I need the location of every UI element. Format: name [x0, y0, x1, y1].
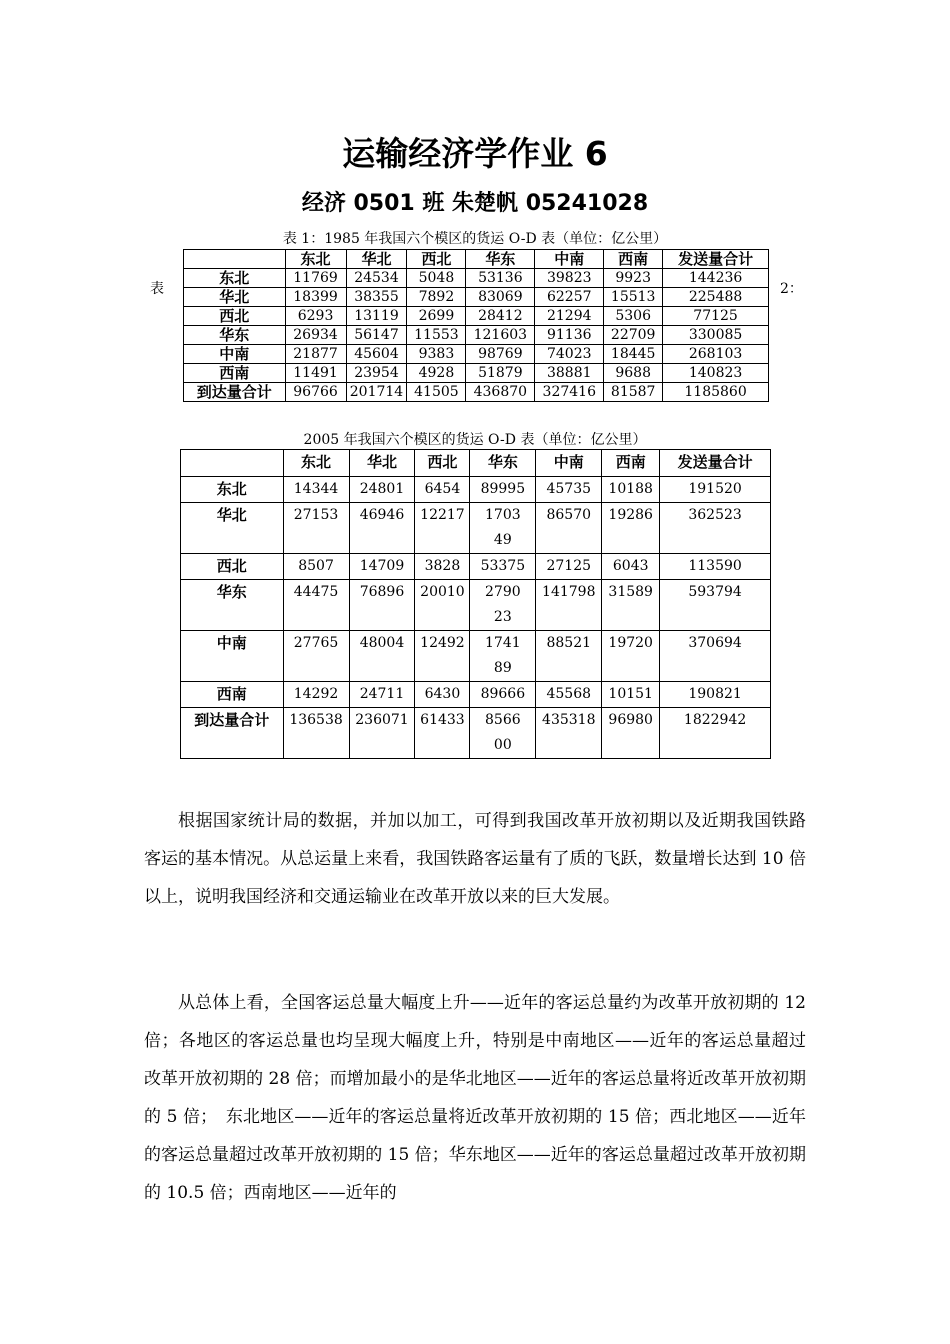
table-cell: 10151 — [602, 682, 660, 708]
table-cell: 15513 — [604, 288, 663, 307]
table-cell: 98769 — [466, 345, 535, 364]
table-cell: 24801 — [349, 477, 415, 503]
row-label: 华北 — [184, 288, 286, 307]
table-cell: 6043 — [602, 554, 660, 580]
table-cell: 1185860 — [663, 383, 769, 402]
row-label: 西北 — [181, 554, 284, 580]
table-cell: 96980 — [602, 708, 660, 759]
table-cell: 5306 — [604, 307, 663, 326]
table-row — [181, 477, 771, 503]
table-cell: 83069 — [466, 288, 535, 307]
table-cell: 14292 — [283, 682, 349, 708]
table-cell: 4928 — [407, 364, 466, 383]
table-cell: 19286 — [602, 503, 660, 554]
table-cell: 9688 — [604, 364, 663, 383]
table-row — [181, 682, 771, 708]
table-cell: 27765 — [283, 631, 349, 682]
table-cell: 22709 — [604, 326, 663, 345]
row-label: 东北 — [181, 477, 284, 503]
body-paragraph-2: 从总体上看，全国客运总量大幅度上升——近年的客运总量约为改革开放初期的 12 倍；各地区的客运总量也均呈现大幅度上升，特别是中南地区——近年的客运总量超过改革开放初期的 28 倍；而增加最小的是华北地区——近年的客运总量将近改革开放初期的 5 倍； 东北地区——近年的客运总量将近改革开放初期的 15 倍；西北地区——近年的客运总量超过改革开放初期的 15 倍；华东地区——近年的客运总量超过改革开放初期的 10.5 倍；西南地区——近年的 — [144, 993, 806, 1203]
table-cell: 86570 — [536, 503, 602, 554]
table-row — [181, 554, 771, 580]
header-cell: 华东 — [470, 450, 536, 477]
table-cell: 435318 — [536, 708, 602, 759]
table-row — [184, 326, 769, 345]
table-cell: 91136 — [535, 326, 604, 345]
header-cell: 西北 — [407, 250, 466, 269]
table-cell: 27125 — [536, 554, 602, 580]
row-label: 华东 — [181, 580, 284, 631]
document-title: 运输经济学作业 6 — [342, 134, 608, 173]
row-label: 西南 — [184, 364, 286, 383]
table-cell: 7892 — [407, 288, 466, 307]
table-cell — [470, 580, 536, 631]
header-cell: 发送量合计 — [660, 450, 771, 477]
header-cell: 华北 — [349, 450, 415, 477]
row-label: 到达量合计 — [184, 383, 286, 402]
table-cell: 27153 — [283, 503, 349, 554]
table-cell: 44475 — [283, 580, 349, 631]
wrapped-value: 174189 — [485, 635, 521, 676]
table-cell: 21877 — [285, 345, 346, 364]
body-paragraph-1: 根据国家统计局的数据，并加以加工，可得到我国改革开放初期以及近期我国铁路客运的基本情况。从总运量上来看，我国铁路客运量有了质的飞跃，数量增长达到 10 倍以上，说明我国经济和交通运输业在改革开放以来的巨大发展。 — [144, 811, 806, 907]
header-cell: 中南 — [535, 250, 604, 269]
table-cell: 370694 — [660, 631, 771, 682]
header-cell: 东北 — [285, 250, 346, 269]
table-cell: 45568 — [536, 682, 602, 708]
table-cell: 88521 — [536, 631, 602, 682]
table-cell — [470, 631, 536, 682]
table-cell: 12217 — [415, 503, 470, 554]
table-cell: 11553 — [407, 326, 466, 345]
table-cell: 13119 — [346, 307, 407, 326]
table-cell: 21294 — [535, 307, 604, 326]
table-row — [181, 631, 771, 682]
table-cell: 38881 — [535, 364, 604, 383]
table-cell: 61433 — [415, 708, 470, 759]
row-label: 华东 — [184, 326, 286, 345]
header-cell — [184, 250, 286, 269]
table-cell: 11769 — [285, 269, 346, 288]
table-cell: 41505 — [407, 383, 466, 402]
table-cell: 31589 — [602, 580, 660, 631]
table-row — [184, 345, 769, 364]
table-cell: 45604 — [346, 345, 407, 364]
table-cell: 24711 — [349, 682, 415, 708]
table-cell: 24534 — [346, 269, 407, 288]
table-cell: 89995 — [470, 477, 536, 503]
table-cell: 10188 — [602, 477, 660, 503]
table-cell: 225488 — [663, 288, 769, 307]
side-label-right: 2： — [780, 281, 803, 297]
table-row — [184, 307, 769, 326]
table-cell: 9923 — [604, 269, 663, 288]
table-cell: 330085 — [663, 326, 769, 345]
table-cell: 76896 — [349, 580, 415, 631]
wrapped-value: 856600 — [485, 712, 521, 753]
table-cell: 11491 — [285, 364, 346, 383]
wrapped-value: 170349 — [485, 507, 521, 548]
table-cell: 53136 — [466, 269, 535, 288]
table-cell: 45735 — [536, 477, 602, 503]
table-row — [184, 364, 769, 383]
table-cell: 2699 — [407, 307, 466, 326]
row-label: 西南 — [181, 682, 284, 708]
table-header-row — [181, 450, 771, 477]
table-cell: 96766 — [285, 383, 346, 402]
table-cell: 362523 — [660, 503, 771, 554]
table-cell: 9383 — [407, 345, 466, 364]
header-cell: 中南 — [536, 450, 602, 477]
table-cell: 136538 — [283, 708, 349, 759]
table-cell: 74023 — [535, 345, 604, 364]
table-cell: 190821 — [660, 682, 771, 708]
table-cell: 26934 — [285, 326, 346, 345]
header-cell: 东北 — [283, 450, 349, 477]
header-cell: 华北 — [346, 250, 407, 269]
table-cell: 19720 — [602, 631, 660, 682]
table-cell: 81587 — [604, 383, 663, 402]
table-cell: 3828 — [415, 554, 470, 580]
table-cell: 77125 — [663, 307, 769, 326]
table-cell: 5048 — [407, 269, 466, 288]
row-label: 到达量合计 — [181, 708, 284, 759]
table-cell: 236071 — [349, 708, 415, 759]
header-cell: 华东 — [466, 250, 535, 269]
table-cell: 268103 — [663, 345, 769, 364]
row-label: 中南 — [181, 631, 284, 682]
table-cell: 191520 — [660, 477, 771, 503]
table-cell: 140823 — [663, 364, 769, 383]
row-label: 西北 — [184, 307, 286, 326]
header-cell — [181, 450, 284, 477]
table-cell: 141798 — [536, 580, 602, 631]
table-cell: 12492 — [415, 631, 470, 682]
table-total-row — [181, 708, 771, 759]
header-cell: 西南 — [602, 450, 660, 477]
table-cell: 23954 — [346, 364, 407, 383]
table-header-row — [184, 250, 769, 269]
table-cell: 327416 — [535, 383, 604, 402]
table-cell: 593794 — [660, 580, 771, 631]
table-cell: 436870 — [466, 383, 535, 402]
table-cell: 56147 — [346, 326, 407, 345]
table-cell — [470, 708, 536, 759]
table-cell: 8507 — [283, 554, 349, 580]
od-table-2005 — [180, 449, 771, 759]
table-cell: 39823 — [535, 269, 604, 288]
od-table-1985 — [183, 249, 769, 402]
header-cell: 发送量合计 — [663, 250, 769, 269]
table-cell: 201714 — [346, 383, 407, 402]
header-cell: 西南 — [604, 250, 663, 269]
table-cell: 28412 — [466, 307, 535, 326]
table-cell: 48004 — [349, 631, 415, 682]
table-row — [181, 580, 771, 631]
table-cell: 53375 — [470, 554, 536, 580]
table-cell: 18399 — [285, 288, 346, 307]
table1-caption: 表 1：1985 年我国六个模区的货运 O-D 表（单位：亿公里） — [282, 231, 668, 247]
document-subtitle: 经济 0501 班 朱楚帆 05241028 — [301, 191, 649, 216]
table-total-row — [184, 383, 769, 402]
row-label: 中南 — [184, 345, 286, 364]
table-cell: 14344 — [283, 477, 349, 503]
table-cell: 6430 — [415, 682, 470, 708]
table-cell: 144236 — [663, 269, 769, 288]
table-cell: 46946 — [349, 503, 415, 554]
table-row — [181, 503, 771, 554]
row-label: 东北 — [184, 269, 286, 288]
table-cell: 6454 — [415, 477, 470, 503]
table-cell: 89666 — [470, 682, 536, 708]
row-label: 华北 — [181, 503, 284, 554]
header-cell: 西北 — [415, 450, 470, 477]
table-cell: 113590 — [660, 554, 771, 580]
table-cell: 1822942 — [660, 708, 771, 759]
table-cell — [470, 503, 536, 554]
table2-caption: 2005 年我国六个模区的货运 O-D 表（单位：亿公里） — [303, 432, 647, 448]
wrapped-value: 279023 — [485, 584, 521, 625]
table-cell: 20010 — [415, 580, 470, 631]
table-cell: 38355 — [346, 288, 407, 307]
table-cell: 6293 — [285, 307, 346, 326]
table-cell: 18445 — [604, 345, 663, 364]
table-row — [184, 269, 769, 288]
table-cell: 14709 — [349, 554, 415, 580]
table-cell: 121603 — [466, 326, 535, 345]
table-cell: 62257 — [535, 288, 604, 307]
table-row — [184, 288, 769, 307]
side-label-left: 表 — [150, 281, 164, 297]
table-cell: 51879 — [466, 364, 535, 383]
